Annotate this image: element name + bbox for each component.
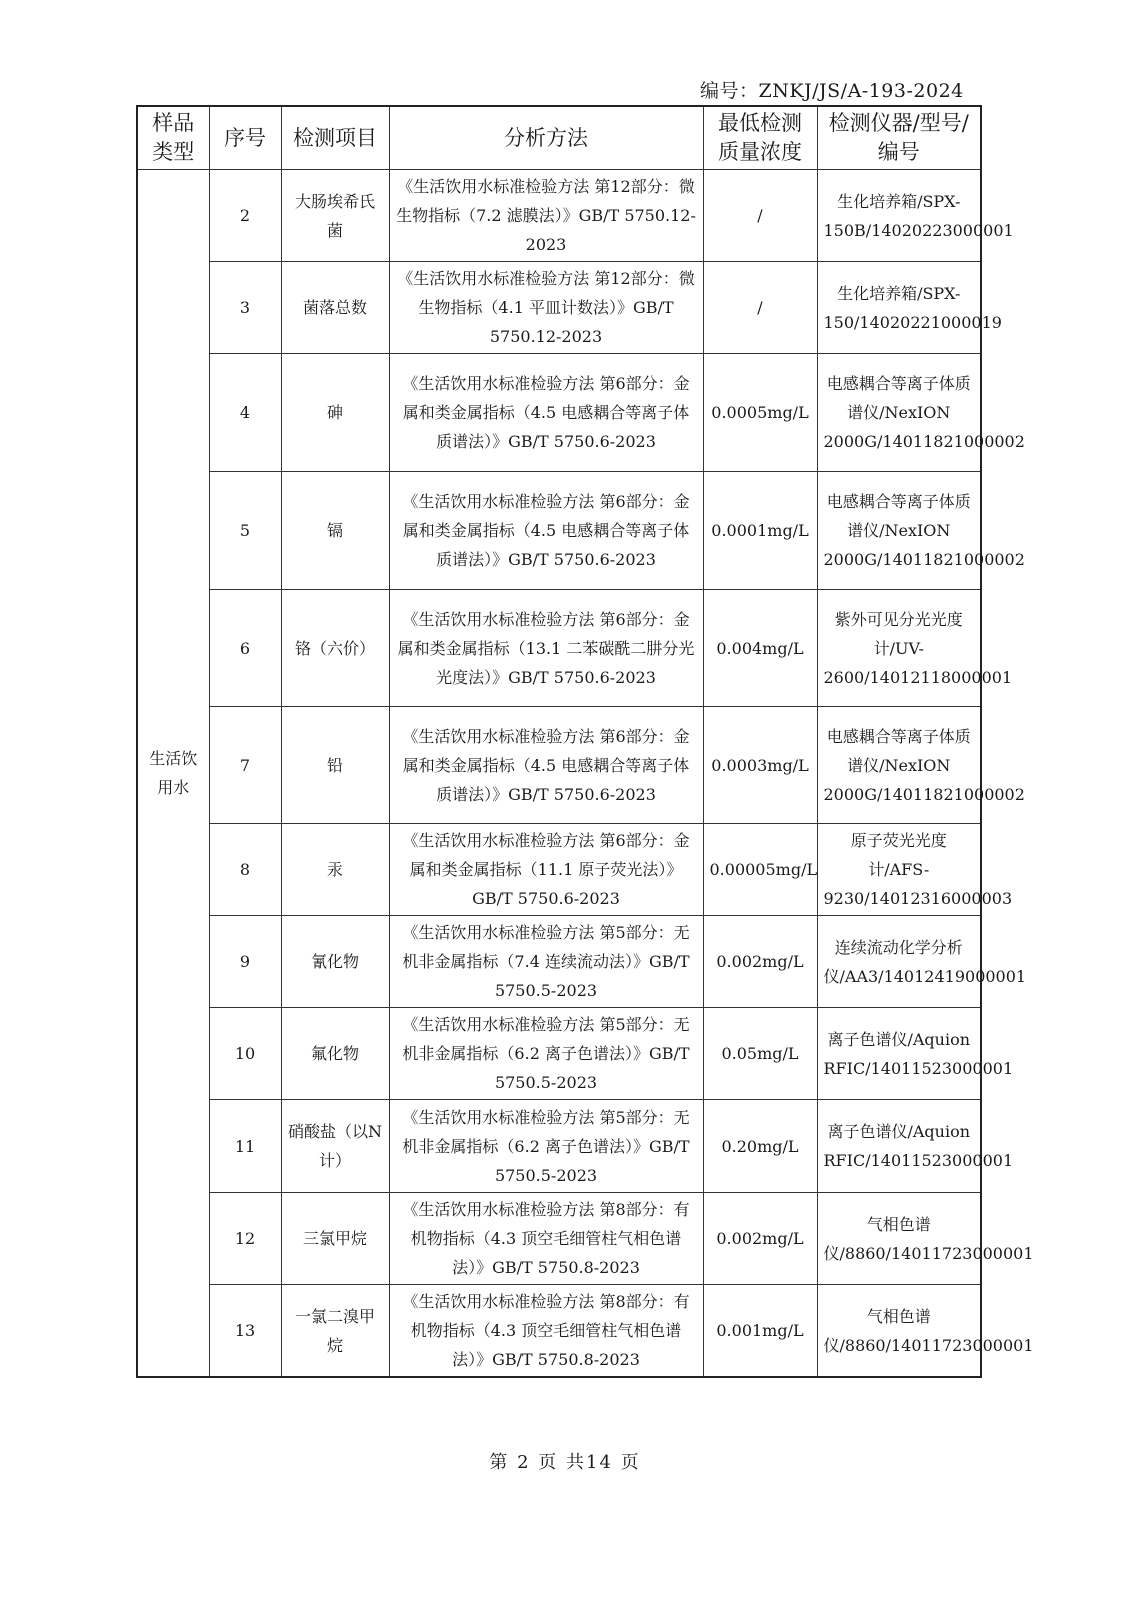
test-method-table xyxy=(136,105,1034,1378)
row-method: 《生活饮用水标准检验方法 第8部分：有机物指标（4.3 顶空毛细管柱气相色谱法）》GB/T 5750.8-2023 xyxy=(389,1193,703,1285)
table-row xyxy=(137,1285,981,1378)
row-no: 10 xyxy=(209,1008,281,1100)
row-item: 铬（六价） xyxy=(281,590,389,707)
row-item: 大肠埃希氏菌 xyxy=(281,170,389,262)
table-row xyxy=(137,170,981,262)
row-method: 《生活饮用水标准检验方法 第6部分：金属和类金属指标（13.1 二苯碳酰二肼分光光度法）》GB/T 5750.6-2023 xyxy=(389,590,703,707)
row-no: 2 xyxy=(209,170,281,262)
row-mdl: 0.20mg/L xyxy=(703,1100,817,1193)
header-sample-type: 样品类型 xyxy=(137,106,209,170)
row-instrument: 电感耦合等离子体质谱仪/NexION 2000G/14011821000002 xyxy=(817,354,981,472)
row-item: 氟化物 xyxy=(281,1008,389,1100)
row-mdl: 0.00005mg/L xyxy=(703,824,817,916)
row-item: 镉 xyxy=(281,472,389,590)
row-item: 铅 xyxy=(281,707,389,824)
row-no: 3 xyxy=(209,262,281,354)
row-instrument: 气相色谱仪/8860/14011723000001 xyxy=(817,1285,981,1378)
row-no: 12 xyxy=(209,1193,281,1285)
row-instrument: 气相色谱仪/8860/14011723000001 xyxy=(817,1193,981,1285)
row-item: 三氯甲烷 xyxy=(281,1193,389,1285)
row-no: 5 xyxy=(209,472,281,590)
row-instrument: 离子色谱仪/Aquion RFIC/14011523000001 xyxy=(817,1008,981,1100)
row-no: 4 xyxy=(209,354,281,472)
row-instrument: 电感耦合等离子体质谱仪/NexION 2000G/14011821000002 xyxy=(817,707,981,824)
table-row xyxy=(137,824,981,916)
row-instrument: 紫外可见分光光度计/UV-2600/14012118000001 xyxy=(817,590,981,707)
table-header-row xyxy=(137,106,981,170)
row-instrument: 生化培养箱/SPX-150B/14020223000001 xyxy=(817,170,981,262)
row-method: 《生活饮用水标准检验方法 第6部分：金属和类金属指标（4.5 电感耦合等离子体质谱法）》GB/T 5750.6-2023 xyxy=(389,472,703,590)
row-instrument: 电感耦合等离子体质谱仪/NexION 2000G/14011821000002 xyxy=(817,472,981,590)
row-method: 《生活饮用水标准检验方法 第5部分：无机非金属指标（7.4 连续流动法）》GB/T 5750.5-2023 xyxy=(389,916,703,1008)
row-mdl: 0.001mg/L xyxy=(703,1285,817,1378)
table-row xyxy=(137,916,981,1008)
row-method: 《生活饮用水标准检验方法 第12部分：微生物指标（7.2 滤膜法）》GB/T 5750.12-2023 xyxy=(389,170,703,262)
header-method: 分析方法 xyxy=(389,106,703,170)
row-mdl: 0.0001mg/L xyxy=(703,472,817,590)
row-method: 《生活饮用水标准检验方法 第12部分：微生物指标（4.1 平皿计数法）》GB/T 5750.12-2023 xyxy=(389,262,703,354)
table-row xyxy=(137,472,981,590)
row-no: 8 xyxy=(209,824,281,916)
row-no: 13 xyxy=(209,1285,281,1378)
row-item: 一氯二溴甲烷 xyxy=(281,1285,389,1378)
row-method: 《生活饮用水标准检验方法 第5部分：无机非金属指标（6.2 离子色谱法）》GB/T 5750.5-2023 xyxy=(389,1008,703,1100)
row-instrument: 连续流动化学分析仪/AA3/14012419000001 xyxy=(817,916,981,1008)
row-instrument: 生化培养箱/SPX-150/14020221000019 xyxy=(817,262,981,354)
row-item: 氰化物 xyxy=(281,916,389,1008)
page-footer: 第 2 页 共14 页 xyxy=(489,1452,641,1473)
row-item: 砷 xyxy=(281,354,389,472)
sample-type-cell: 生活饮用水 xyxy=(137,170,209,1378)
row-mdl: 0.002mg/L xyxy=(703,1193,817,1285)
row-instrument: 原子荧光光度计/AFS-9230/14012316000003 xyxy=(817,824,981,916)
header-mdl: 最低检测质量浓度 xyxy=(703,106,817,170)
row-item: 硝酸盐（以N计） xyxy=(281,1100,389,1193)
row-mdl: / xyxy=(703,170,817,262)
row-method: 《生活饮用水标准检验方法 第6部分：金属和类金属指标（11.1 原子荧光法）》GB/T 5750.6-2023 xyxy=(389,824,703,916)
table-row xyxy=(137,262,981,354)
header-no: 序号 xyxy=(209,106,281,170)
row-no: 7 xyxy=(209,707,281,824)
row-mdl: 0.05mg/L xyxy=(703,1008,817,1100)
table-row xyxy=(137,354,981,472)
row-no: 6 xyxy=(209,590,281,707)
row-instrument: 离子色谱仪/Aquion RFIC/14011523000001 xyxy=(817,1100,981,1193)
row-item: 菌落总数 xyxy=(281,262,389,354)
table-row xyxy=(137,1100,981,1193)
table-row xyxy=(137,707,981,824)
table-row xyxy=(137,1193,981,1285)
row-method: 《生活饮用水标准检验方法 第6部分：金属和类金属指标（4.5 电感耦合等离子体质谱法）》GB/T 5750.6-2023 xyxy=(389,354,703,472)
row-mdl: 0.004mg/L xyxy=(703,590,817,707)
row-no: 11 xyxy=(209,1100,281,1193)
document-number: 编号：ZNKJ/JS/A-193-2024 xyxy=(700,80,964,102)
row-no: 9 xyxy=(209,916,281,1008)
row-item: 汞 xyxy=(281,824,389,916)
row-mdl: 0.0005mg/L xyxy=(703,354,817,472)
row-mdl: / xyxy=(703,262,817,354)
row-mdl: 0.002mg/L xyxy=(703,916,817,1008)
header-item: 检测项目 xyxy=(281,106,389,170)
header-instrument: 检测仪器/型号/编号 xyxy=(817,106,981,170)
table-row xyxy=(137,1008,981,1100)
row-mdl: 0.0003mg/L xyxy=(703,707,817,824)
row-method: 《生活饮用水标准检验方法 第5部分：无机非金属指标（6.2 离子色谱法）》GB/T 5750.5-2023 xyxy=(389,1100,703,1193)
row-method: 《生活饮用水标准检验方法 第8部分：有机物指标（4.3 顶空毛细管柱气相色谱法）》GB/T 5750.8-2023 xyxy=(389,1285,703,1378)
row-method: 《生活饮用水标准检验方法 第6部分：金属和类金属指标（4.5 电感耦合等离子体质谱法）》GB/T 5750.6-2023 xyxy=(389,707,703,824)
table-row xyxy=(137,590,981,707)
